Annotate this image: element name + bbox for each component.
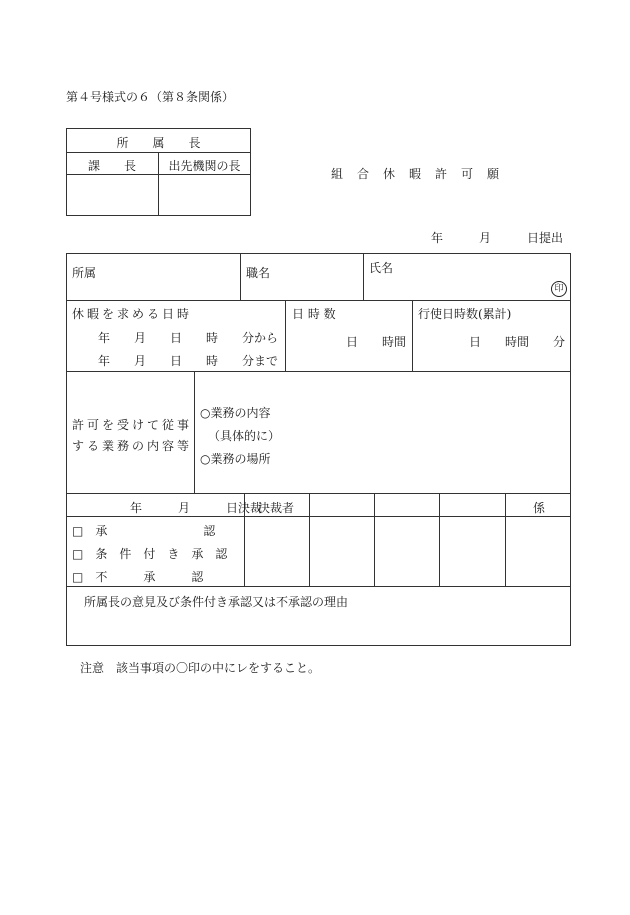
work-details-field[interactable] [195, 372, 570, 493]
branch-head-stamp-area[interactable] [159, 174, 251, 216]
reason-label: 所属長の意見及び条件付き承認又は不承認の理由 [84, 595, 349, 609]
approve-checkbox[interactable]: □ 承 認 [72, 524, 216, 538]
approver-label: 決裁者 [258, 501, 295, 515]
approver-stamp-area[interactable] [245, 517, 309, 586]
work-place-item: ○業務の場所 [200, 452, 271, 466]
work-content-specific: （具体的に） [208, 429, 281, 443]
approval-stamp-area[interactable] [310, 517, 374, 586]
section-chief-stamp-area[interactable] [66, 174, 159, 216]
work-content-item: ○業務の内容 [200, 406, 271, 420]
leave-from-line[interactable]: 年 月 日 時 分から [98, 331, 279, 345]
staff-stamp-area[interactable] [506, 517, 570, 586]
used-total-value[interactable]: 日 時間 分 [469, 335, 566, 349]
reason-field[interactable] [67, 612, 570, 645]
work-label-line1: 許可を受けて従事 [72, 418, 193, 432]
row-divider [66, 493, 571, 494]
note-text: 注意 該当事項の〇印の中にレをすること。 [80, 661, 321, 675]
decision-date-label: 年 月 日決裁 [130, 501, 263, 515]
used-total-label: 行使日時数(累計) [418, 307, 512, 321]
branch-head-label: 出先機関の長 [168, 159, 241, 173]
row-divider [66, 586, 571, 587]
job-title-label: 職名 [246, 266, 271, 280]
affiliation-field[interactable] [67, 254, 240, 300]
affiliation-label: 所属 [72, 266, 97, 280]
seal-icon: 印 [551, 281, 567, 297]
approval-stamp-area[interactable] [440, 517, 505, 586]
section-chief-label: 課 長 [87, 159, 136, 173]
name-field[interactable] [364, 254, 544, 300]
approval-head: 所 属 長 [116, 136, 201, 150]
staff-label: 係 [533, 501, 546, 515]
days-hours-label: 日 時 数 [292, 307, 336, 321]
name-label: 氏名 [369, 261, 394, 275]
submission-date: 年 月 日提出 [431, 231, 564, 245]
row-divider [66, 300, 571, 301]
approval-stamp-area[interactable] [375, 517, 439, 586]
leave-to-line[interactable]: 年 月 日 時 分まで [98, 354, 279, 368]
form-number: 第４号様式の６（第８条関係） [66, 90, 235, 104]
col-divider [412, 300, 413, 371]
disapprove-checkbox[interactable]: □ 不 承 認 [72, 570, 204, 584]
conditional-approve-checkbox[interactable]: □ 条 件 付 き 承 認 [72, 547, 228, 561]
leave-datetime-label: 休暇を求める日時 [72, 307, 193, 321]
form-title: 組 合 休 暇 許 可 願 [331, 167, 501, 181]
work-label-line2: する業務の内容等 [72, 439, 193, 453]
job-title-field[interactable] [241, 254, 363, 300]
col-divider [285, 300, 286, 371]
days-hours-value[interactable]: 日 時間 [346, 335, 407, 349]
